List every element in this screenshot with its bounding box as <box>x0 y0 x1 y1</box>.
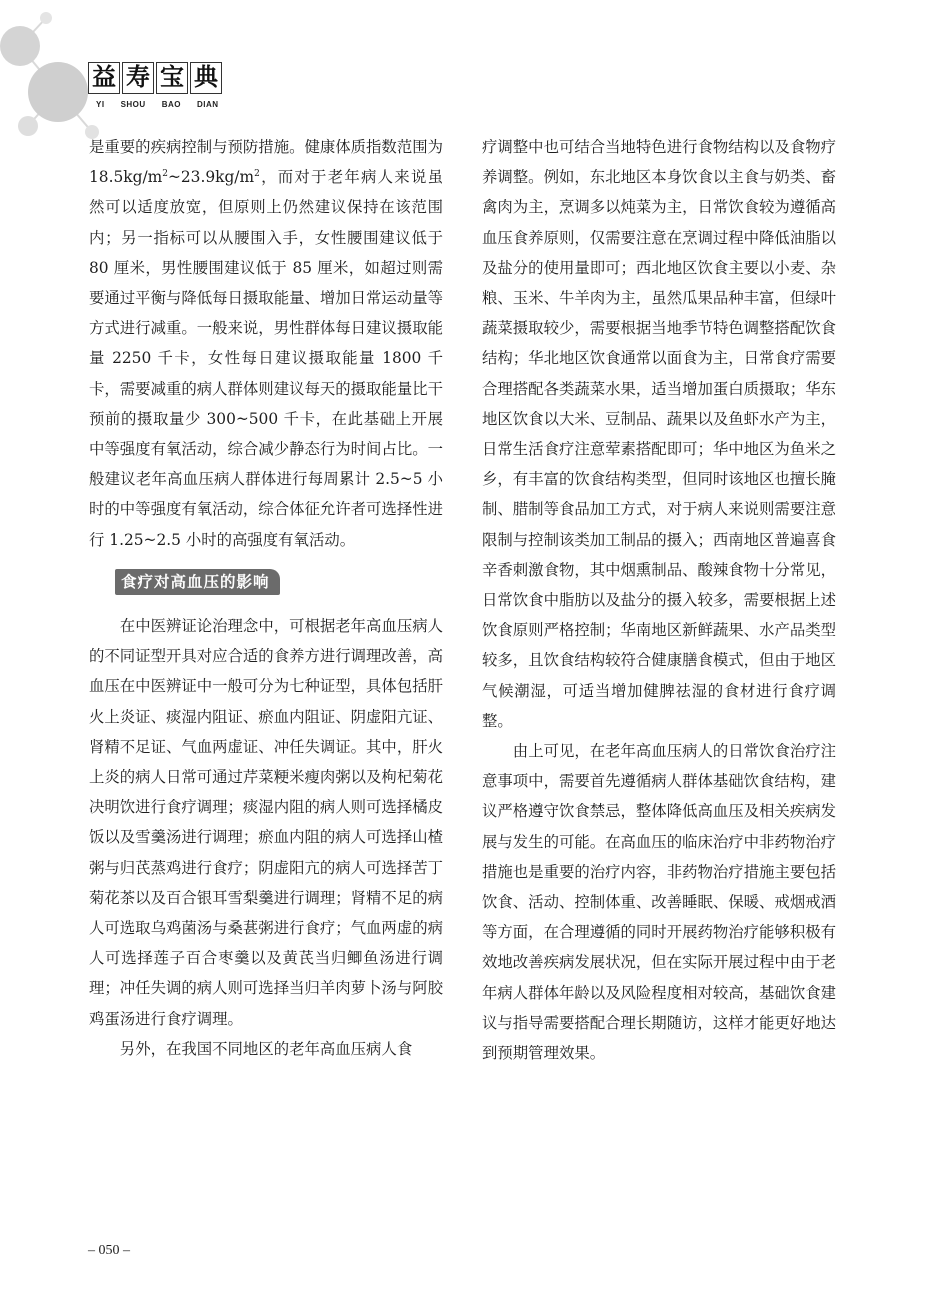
right-column <box>482 132 836 1068</box>
brand-char: 寿 <box>122 62 154 94</box>
page-number: – 050 – <box>88 1243 130 1258</box>
brand-pinyin-word: BAO <box>161 100 181 109</box>
brand-pinyin <box>88 100 222 109</box>
brand-pinyin-word: YI <box>96 100 105 109</box>
body-paragraph: 另外，在我国不同地区的老年高血压病人食 <box>119 1039 413 1058</box>
brand-char: 宝 <box>156 62 188 94</box>
brand-char: 益 <box>88 62 120 94</box>
body-paragraph: 由上可见，在老年高血压病人的日常饮食治疗注意事项中，需要首先遵循病人群体基础饮食结构，建议严格遵守饮食禁忌，整体降低高血压及相关疾病发展与发生的可能。在高血压的临床治疗中非药物治疗措施也是重要的治疗内容，非药物治疗措施主要包括饮食、活动、控制体重、改善睡眠、保暖、戒烟戒酒等方面，在合理遵循的同时开展药物治疗能够积极有效地改善疾病发展状况，但在实际开展过程中由于老年病人群体年龄以及风险程度相对较高，基础饮食建议与指导需要搭配合理长期随访，这样才能更好地达到预期管理效果。 <box>482 742 837 1063</box>
brand-logo <box>88 62 222 109</box>
section-heading-wrap <box>115 567 443 597</box>
brand-pinyin-word: SHOU <box>120 100 146 109</box>
brand-char: 典 <box>190 62 222 94</box>
section-heading: 食疗对高血压的影响 <box>115 569 280 595</box>
body-paragraph: 疗调整中也可结合当地特色进行食物结构以及食物疗养调整。例如，东北地区本身饮食以主食与奶类、畜禽肉为主，烹调多以炖菜为主，日常饮食较为遵循高血压食养原则，仅需要注意在烹调过程中降低油脂以及盐分的使用量即可；西北地区饮食主要以小麦、杂粮、玉米、牛羊肉为主，虽然瓜果品种丰富，但绿叶蔬菜摄取较少，需要根据当地季节特色调整搭配饮食结构；华北地区饮食通常以面食为主，日常食疗需要合理搭配各类蔬菜水果，适当增加蛋白质摄取；华东地区饮食以大米、豆制品、蔬果以及鱼虾水产为主，日常生活食疗注意荤素搭配即可；华中地区为鱼米之乡，有丰富的饮食结构类型，但同时该地区也擅长腌制、腊制等食品加工方式，对于病人来说则需要注意限制与控制该类加工制品的摄入；西南地区普遍喜食辛香刺激食物，其中烟熏制品、酸辣食物十分常见，日常饮食中脂肪以及盐分的摄入较多，需要根据上述饮食原则严格控制；华南地区新鲜蔬果、水产品类型较多，且饮食结构较符合健康膳食模式，但由于地区气候潮湿，可适当增加健脾祛湿的食材进行食疗调整。 <box>482 138 836 730</box>
brand-pinyin-word: DIAN <box>196 100 219 109</box>
left-column <box>89 132 443 1064</box>
body-paragraph: 是重要的疾病控制与预防措施。健康体质指数范围为 $18.5kg/m^2\sim 23.9kg/m^2$，而对于老年病人来说虽然可以适度放宽，但原则上仍然建议保持在该范围内；另一指标可以从腰围入手，女性腰围建议低于 80 厘米，男性腰围建议低于 85 厘米，如超过则需要通过平衡与降低每日摄取能量、增加日常运动量等方式进行减重。一般来说，男性群体每日建议摄取能量 2250 千卡，女性每日建议摄取能量 1800 千卡，需要减重的病人群体则建议每天的摄取能量比干预前的摄取量少 300~500 千卡，在此基础上开展中等强度有氧活动，综合减少静态行为时间占比。一般建议老年高血压病人群体进行每周累计 2.5~5 小时的中等强度有氧活动，综合体征允许者可选择性进行 1.25~2.5 小时的高强度有氧活动。 <box>89 138 443 549</box>
body-paragraph: 在中医辨证论治理念中，可根据老年高血压病人的不同证型开具对应合适的食养方进行调理改善，高血压在中医辨证中一般可分为七种证型，具体包括肝火上炎证、痰湿内阻证、瘀血内阻证、阴虚阳亢证、肾精不足证、气血两虚证、冲任失调证。其中，肝火上炎的病人日常可通过芹菜粳米瘦肉粥以及枸杞菊花决明饮进行食疗调理；痰湿内阻的病人则可选择橘皮饭以及雪羹汤进行调理；瘀血内阻的病人可选择山楂粥与归芪蒸鸡进行食疗；阴虚阳亢的病人可选择苦丁菊花茶以及百合银耳雪梨羹进行调理；肾精不足的病人可选取乌鸡菌汤与桑葚粥进行食疗；气血两虚的病人可选择莲子百合枣羹以及黄芪当归鲫鱼汤进行调理；冲任失调的病人则可选择当归羊肉萝卜汤与阿胶鸡蛋汤进行食疗调理。 <box>89 617 444 1028</box>
brand-title <box>88 62 222 94</box>
